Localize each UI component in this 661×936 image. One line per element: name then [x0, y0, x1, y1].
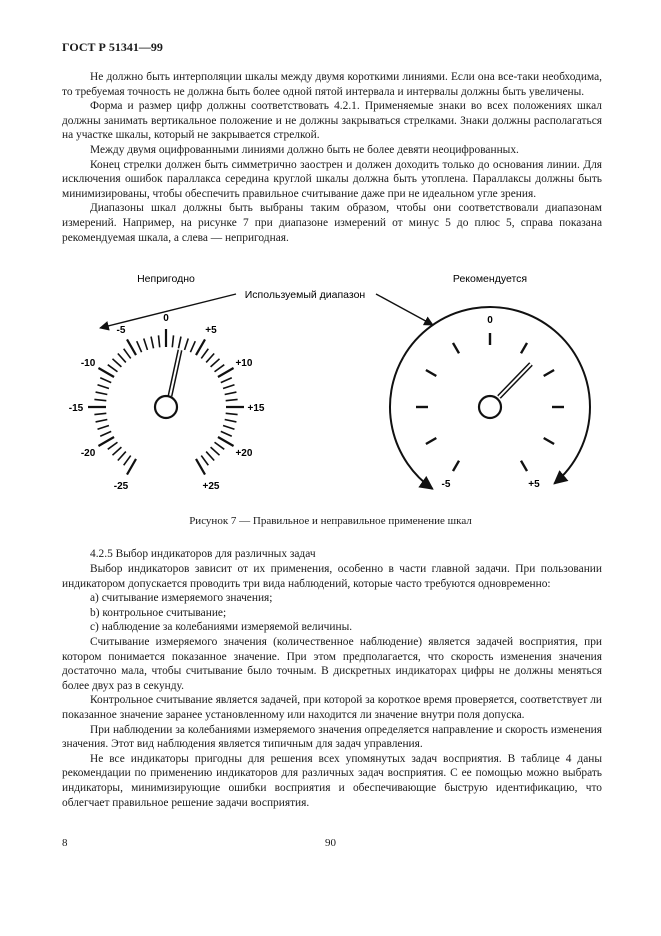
- minor-tick: [94, 399, 106, 400]
- major-tick: [218, 368, 234, 377]
- minor-tick: [108, 365, 118, 372]
- left-dial-tick-label: +20: [235, 448, 253, 459]
- range-arrow-right: [376, 294, 433, 325]
- tick: [453, 343, 459, 353]
- minor-tick: [223, 426, 234, 430]
- top-text-block: [62, 70, 602, 245]
- major-tick: [127, 459, 136, 475]
- left-dial-hub: [155, 396, 177, 418]
- right-dial-arc-tail: [403, 307, 590, 484]
- minor-tick: [190, 341, 195, 352]
- minor-tick: [144, 339, 148, 350]
- minor-tick: [201, 349, 208, 359]
- minor-tick: [223, 385, 234, 389]
- minor-tick: [124, 456, 131, 466]
- minor-tick: [137, 341, 142, 352]
- left-dial: [69, 313, 265, 492]
- minor-tick: [124, 349, 131, 359]
- list-item: b) контрольное считывание;: [90, 606, 227, 619]
- minor-tick: [172, 335, 173, 347]
- minor-tick: [94, 413, 106, 414]
- minor-tick: [211, 359, 220, 367]
- minor-tick: [206, 353, 214, 362]
- minor-tick: [118, 452, 126, 461]
- left-dial-tick-label: +10: [235, 358, 253, 369]
- major-tick: [196, 339, 205, 355]
- paragraph: Контрольное считывание является задачей, при которой за короткое время проверяется, соответствует ли показанное значение заранее установленному или находится ли значение внутри поля допуска.: [62, 694, 602, 721]
- observation-list: [62, 591, 602, 635]
- paragraph: Конец стрелки должен быть симметрично заострен и должен доходить только до основания линии. Для исключения ошибок параллакса середина круглой шкалы должна быть утоплена. Параллаксы должны быть минимизированы, чтобы обеспечить правильное считывание даже при не идеальном угле зрения.: [62, 158, 602, 200]
- minor-tick: [225, 419, 237, 421]
- left-dial-tick-label: +5: [205, 325, 217, 337]
- minor-tick: [151, 337, 153, 349]
- minor-tick: [96, 419, 108, 421]
- tick: [544, 370, 554, 376]
- tick: [426, 370, 436, 376]
- right-dial-tick-label: +5: [528, 479, 540, 491]
- minor-tick: [100, 431, 111, 436]
- minor-tick: [185, 339, 189, 350]
- paragraph: Диапазоны шкал должны быть выбраны таким образом, чтобы они соответствовали диапазонам измерений. Например, на рисунке 7 при диапазоне измерений от минус 5 до плюс 5, справа показана рекомендуемая шкала, а слева — непригодная.: [62, 202, 602, 244]
- tick: [544, 438, 554, 444]
- right-dial-tick-label: -5: [441, 479, 451, 491]
- right-dial: [390, 307, 590, 490]
- tick: [521, 343, 527, 353]
- minor-tick: [112, 359, 121, 367]
- minor-tick: [226, 413, 238, 414]
- minor-tick: [108, 442, 118, 449]
- left-dial-tick-label: -10: [80, 358, 96, 369]
- minor-tick: [226, 399, 238, 400]
- minor-tick: [112, 447, 121, 455]
- figure-7: [0, 262, 661, 502]
- minor-tick: [211, 447, 220, 455]
- minor-tick: [215, 365, 225, 372]
- label-used-range: Используемый диапазон: [244, 289, 366, 301]
- right-dial-tick-label: 0: [487, 315, 493, 326]
- paragraph: Не все индикаторы пригодны для решения всех упомянутых задач восприятия. В таблице 4 даны рекомендации по применению индикаторов для различных задач восприятия. С ее помощью можно выбрать индикаторы, минимизирующие ошибки восприятия и обеспечивающие быструю идентификацию, что облегчает правильное решение задачи восприятия.: [62, 752, 602, 809]
- list-item: a) считывание измеряемого значения;: [90, 592, 273, 605]
- paragraph: При наблюдении за колебаниями измеряемого значения определяется направление и скорость изменения значения. Этот вид наблюдения является типичным для задач управления.: [62, 723, 602, 751]
- minor-tick: [206, 452, 214, 461]
- minor-tick: [221, 378, 232, 383]
- section-title: 4.2.5 Выбор индикаторов для различных задач: [90, 548, 316, 560]
- paragraph: Выбор индикаторов зависит от их применения, особенно в части главной задачи. При пользовании индикатором допускается проводить три вида наблюдений, которые часто требуются одновременно:: [62, 563, 602, 590]
- major-tick: [98, 368, 114, 377]
- minor-tick: [225, 392, 237, 394]
- list-item: c) наблюдение за колебаниями измеряемой величины.: [90, 621, 353, 634]
- document-header: ГОСТ Р 51341—99: [62, 40, 163, 54]
- minor-tick: [158, 335, 159, 347]
- major-tick: [98, 437, 114, 446]
- label-unsuitable: Непригодно: [137, 273, 195, 285]
- bottom-text-block: [62, 562, 602, 810]
- left-dial-tick-label: 0: [163, 313, 169, 324]
- paragraph: Не должно быть интерполяции шкалы между двумя короткими линиями. Если она все-таки необходима, то требуемая точность не должна быть более одной пятой интервала и интервалы должны быть увеличены.: [62, 71, 602, 98]
- minor-tick: [221, 431, 232, 436]
- minor-tick: [201, 456, 208, 466]
- left-dial-tick-label: +25: [202, 480, 220, 492]
- left-dial-tick-label: +15: [247, 403, 265, 414]
- major-tick: [218, 437, 234, 446]
- paragraph: Считывание измеряемого значения (количественное наблюдение) является задачей восприятия, при котором понимается показанное значение. При этом предполагается, что скорость изменения значения достаточно мала, чтобы считывание было точным. В дискретных индикаторах цифры не должны меняться более двух раз в секунду.: [62, 635, 602, 692]
- major-tick: [127, 339, 136, 355]
- left-dial-tick-label: -25: [113, 480, 129, 492]
- left-dial-tick-label: -20: [80, 448, 96, 459]
- minor-tick: [96, 392, 108, 394]
- minor-tick: [100, 378, 111, 383]
- left-dial-tick-label: -5: [116, 325, 126, 337]
- tick: [521, 461, 527, 471]
- minor-tick: [178, 337, 180, 349]
- minor-tick: [98, 426, 109, 430]
- paragraph: Форма и размер цифр должны соответствовать 4.2.1. Применяемые знаки во всех положениях шкал должны занимать вертикальное положение и не должны закрываться стрелками. Знаки должны располагаться на участке шкалы, который не закрывается стрелкой.: [62, 100, 602, 142]
- paragraph: Между двумя оцифрованными линиями должно быть не более девяти неоцифрованных.: [90, 143, 519, 156]
- figure-caption: Рисунок 7 — Правильное и неправильное применение шкал: [189, 515, 472, 527]
- minor-tick: [215, 442, 225, 449]
- page-number-left: 8: [62, 837, 68, 849]
- left-dial-tick-label: -15: [68, 403, 84, 414]
- right-dial-arc: [390, 357, 433, 489]
- minor-tick: [98, 385, 109, 389]
- right-dial-hub: [479, 396, 501, 418]
- major-tick: [196, 459, 205, 475]
- tick: [426, 438, 436, 444]
- tick: [453, 461, 459, 471]
- label-recommended: Рекомендуется: [452, 273, 528, 285]
- page-number-center: 90: [325, 837, 336, 849]
- minor-tick: [118, 353, 126, 362]
